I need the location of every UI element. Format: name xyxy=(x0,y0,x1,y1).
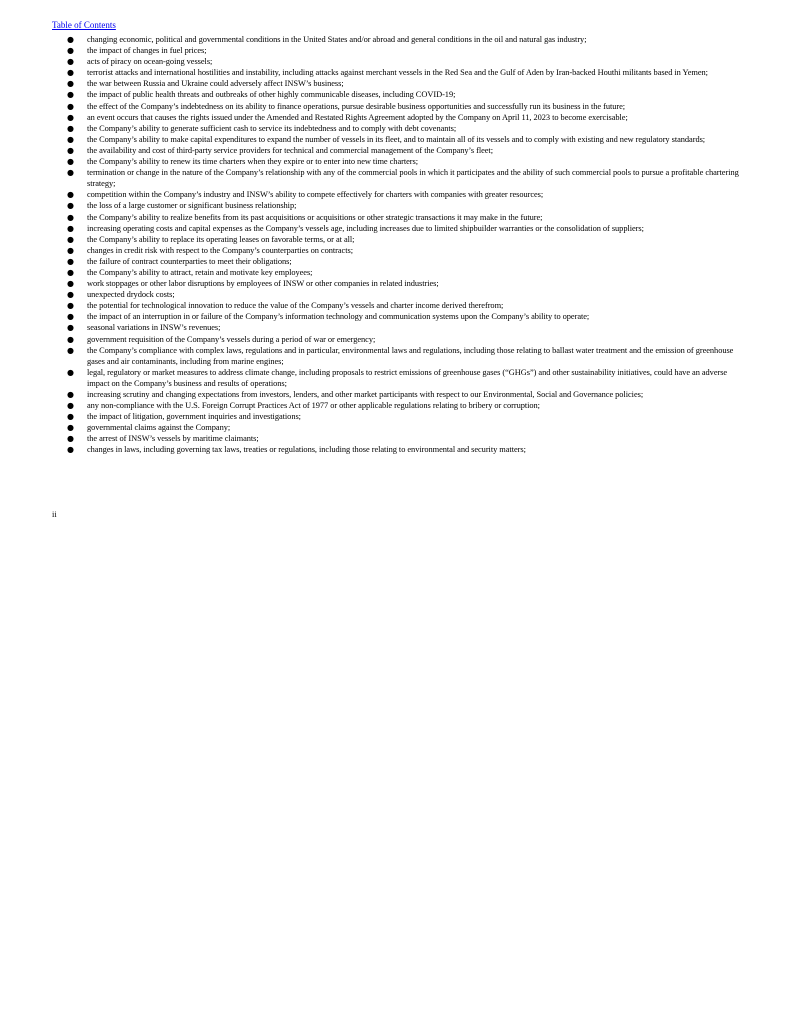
bullet-icon: ● xyxy=(67,46,74,56)
list-item xyxy=(52,123,742,134)
list-item-text: the Company’s ability to make capital expenditures to expand the number of vessels in its fleet, and to maintain all of its vessels and to comply with existing and new regulatory standards; xyxy=(87,134,706,144)
list-item xyxy=(52,56,742,67)
bullet-icon: ● xyxy=(67,223,74,233)
bullet-icon: ● xyxy=(67,312,74,322)
list-item-text: increasing scrutiny and changing expectations from investors, lenders, and other market participants with respect to our Environmental, Social and Governance policies; xyxy=(87,390,644,399)
list-item-text: changes in laws, including governing tax laws, treaties or regulations, including those relating to environmental and security matters; xyxy=(87,445,526,455)
list-item-text: competition within the Company’s industry and INSW’s ability to compete effectively for charters with companies with greater resources; xyxy=(87,190,544,200)
list-item-text: an event occurs that causes the rights issued under the Amended and Restated Rights Agreement adopted by the Company on April 11, 2023 to become exercisable; xyxy=(87,112,628,122)
bullet-icon: ● xyxy=(67,401,74,411)
list-item xyxy=(52,134,742,145)
bullet-icon: ● xyxy=(67,290,74,300)
list-item-text: the arrest of INSW’s vessels by maritime claimants; xyxy=(87,434,259,444)
list-item-text: the loss of a large customer or significant business relationship; xyxy=(87,201,297,211)
list-item xyxy=(52,167,742,189)
list-item xyxy=(52,411,742,422)
list-item-text: the failure of contract counterparties to meet their obligations; xyxy=(87,256,292,266)
bullet-icon: ● xyxy=(67,212,74,222)
list-item-text: the impact of changes in fuel prices; xyxy=(87,46,207,56)
list-item-text: the Company’s ability to attract, retain and motivate key employees; xyxy=(87,267,313,277)
bullet-icon: ● xyxy=(67,168,74,178)
list-item xyxy=(52,245,742,256)
list-item xyxy=(52,422,742,433)
list-item-text: work stoppages or other labor disruptions by employees of INSW or other companies in related industries; xyxy=(87,279,439,289)
bullet-icon: ● xyxy=(67,145,74,155)
list-item xyxy=(52,45,742,56)
list-item-text: the impact of litigation, government inquiries and investigations; xyxy=(87,412,301,422)
list-item-text: changes in credit risk with respect to the Company’s counterparties on contracts; xyxy=(87,245,353,255)
list-item xyxy=(52,101,742,112)
list-item xyxy=(52,433,742,444)
list-item-text: the Company’s ability to generate sufficient cash to service its indebtedness and to comply with debt covenants; xyxy=(87,123,457,133)
bullet-icon: ● xyxy=(67,279,74,289)
list-item-text: any non-compliance with the U.S. Foreign Corrupt Practices Act of 1977 or other applicable regulations relating to bribery or corruption; xyxy=(87,401,540,411)
bullet-icon: ● xyxy=(67,157,74,167)
list-item xyxy=(52,289,742,300)
page-number: ii xyxy=(52,510,57,519)
bullet-icon: ● xyxy=(67,412,74,422)
bullet-icon: ● xyxy=(67,390,74,399)
bullet-icon: ● xyxy=(67,234,74,244)
bullet-icon: ● xyxy=(67,101,74,111)
table-of-contents-link[interactable]: Table of Contents xyxy=(52,20,116,30)
list-item xyxy=(52,223,742,234)
bullet-icon: ● xyxy=(67,123,74,133)
list-item xyxy=(52,200,742,211)
bullet-icon: ● xyxy=(67,68,74,78)
list-item xyxy=(52,67,742,78)
list-item-text: the impact of an interruption in or failure of the Company’s information technology and communication systems upon the Company’s ability to operate; xyxy=(87,312,590,322)
list-item xyxy=(52,34,742,45)
bullet-icon: ● xyxy=(67,245,74,255)
list-item xyxy=(52,278,742,289)
list-item-text: the availability and cost of third-party service providers for technical and commercial management of the Company’s fleet; xyxy=(87,145,493,155)
bullet-icon: ● xyxy=(67,57,74,67)
list-item xyxy=(52,78,742,89)
bullet-icon: ● xyxy=(67,367,74,377)
list-item-text: the effect of the Company’s indebtedness on its ability to finance operations, pursue desirable business opportunities and successfully run its business in the future; xyxy=(87,101,626,111)
list-item-text: terrorist attacks and international hostilities and instability, including attacks against merchant vessels in the Red Sea and the Gulf of Aden by Iran-backed Houthi militants based in Yemen; xyxy=(87,68,708,78)
list-item xyxy=(52,367,742,389)
list-item xyxy=(52,112,742,123)
list-item-text: the war between Russia and Ukraine could adversely affect INSW’s business; xyxy=(87,79,344,89)
list-item-text: the Company’s compliance with complex laws, regulations and in particular, environmental laws and regulations, including those relating to ballast water treatment and the emission of greenhouse gases and air contaminants, including from marine engines; xyxy=(87,345,734,366)
bullet-icon: ● xyxy=(67,301,74,311)
list-item-text: the impact of public health threats and outbreaks of other highly communicable diseases, including COVID-19; xyxy=(87,90,456,100)
bullet-icon: ● xyxy=(67,267,74,277)
list-item-text: termination or change in the nature of the Company’s relationship with any of the commercial pools in which it participates and the ability of such commercial pools to pursue a profitable chartering strategy; xyxy=(87,168,739,189)
list-item xyxy=(52,300,742,311)
list-item xyxy=(52,234,742,245)
list-item xyxy=(52,389,742,400)
list-item-text: legal, regulatory or market measures to address climate change, including proposals to restrict emissions of greenhouse gases (“GHGs”) and other sustainability initiatives, could have an adverse impact on the Company’s business and results of operations; xyxy=(87,367,728,388)
list-item xyxy=(52,212,742,223)
list-item xyxy=(52,256,742,267)
bullet-icon: ● xyxy=(67,434,74,444)
list-item xyxy=(52,145,742,156)
bullet-icon: ● xyxy=(67,423,74,433)
list-item-text: increasing operating costs and capital expenses as the Company’s vessels age, including increases due to limited shipbuilder warranties or the consolidation of suppliers; xyxy=(87,223,644,233)
list-item-text: the Company’s ability to renew its time charters when they expire or to enter into new time charters; xyxy=(87,157,419,167)
list-item xyxy=(52,400,742,411)
bullet-icon: ● xyxy=(67,35,74,44)
list-item-text: changing economic, political and governmental conditions in the United States and/or abroad and general conditions in the oil and natural gas industry; xyxy=(87,35,587,44)
bullet-icon: ● xyxy=(67,323,74,333)
list-item xyxy=(52,345,742,367)
list-item-text: the Company’s ability to realize benefits from its past acquisitions or acquisitions or other strategic transactions it may make in the future; xyxy=(87,212,543,222)
list-item xyxy=(52,89,742,100)
list-item xyxy=(52,156,742,167)
bullet-icon: ● xyxy=(67,445,74,455)
list-item xyxy=(52,334,742,345)
bullet-icon: ● xyxy=(67,334,74,344)
list-item-text: acts of piracy on ocean-going vessels; xyxy=(87,57,213,67)
bullet-icon: ● xyxy=(67,201,74,211)
list-item xyxy=(52,189,742,200)
list-item-text: the potential for technological innovation to reduce the value of the Company’s vessels and charter income derived therefrom; xyxy=(87,301,504,311)
bullet-icon: ● xyxy=(67,90,74,100)
bullet-icon: ● xyxy=(67,190,74,200)
forward-looking-factors-list xyxy=(52,34,742,456)
list-item-text: government requisition of the Company’s vessels during a period of war or emergency; xyxy=(87,334,376,344)
list-item-text: governmental claims against the Company; xyxy=(87,423,231,433)
list-item xyxy=(52,322,742,333)
bullet-icon: ● xyxy=(67,112,74,122)
list-item-text: seasonal variations in INSW’s revenues; xyxy=(87,323,221,333)
list-item xyxy=(52,444,742,455)
bullet-icon: ● xyxy=(67,79,74,89)
list-item xyxy=(52,311,742,322)
list-item-text: the Company’s ability to replace its operating leases on favorable terms, or at all; xyxy=(87,234,355,244)
bullet-icon: ● xyxy=(67,256,74,266)
list-item-text: unexpected drydock costs; xyxy=(87,290,175,300)
list-item xyxy=(52,267,742,278)
bullet-icon: ● xyxy=(67,134,74,144)
bullet-icon: ● xyxy=(67,345,74,355)
